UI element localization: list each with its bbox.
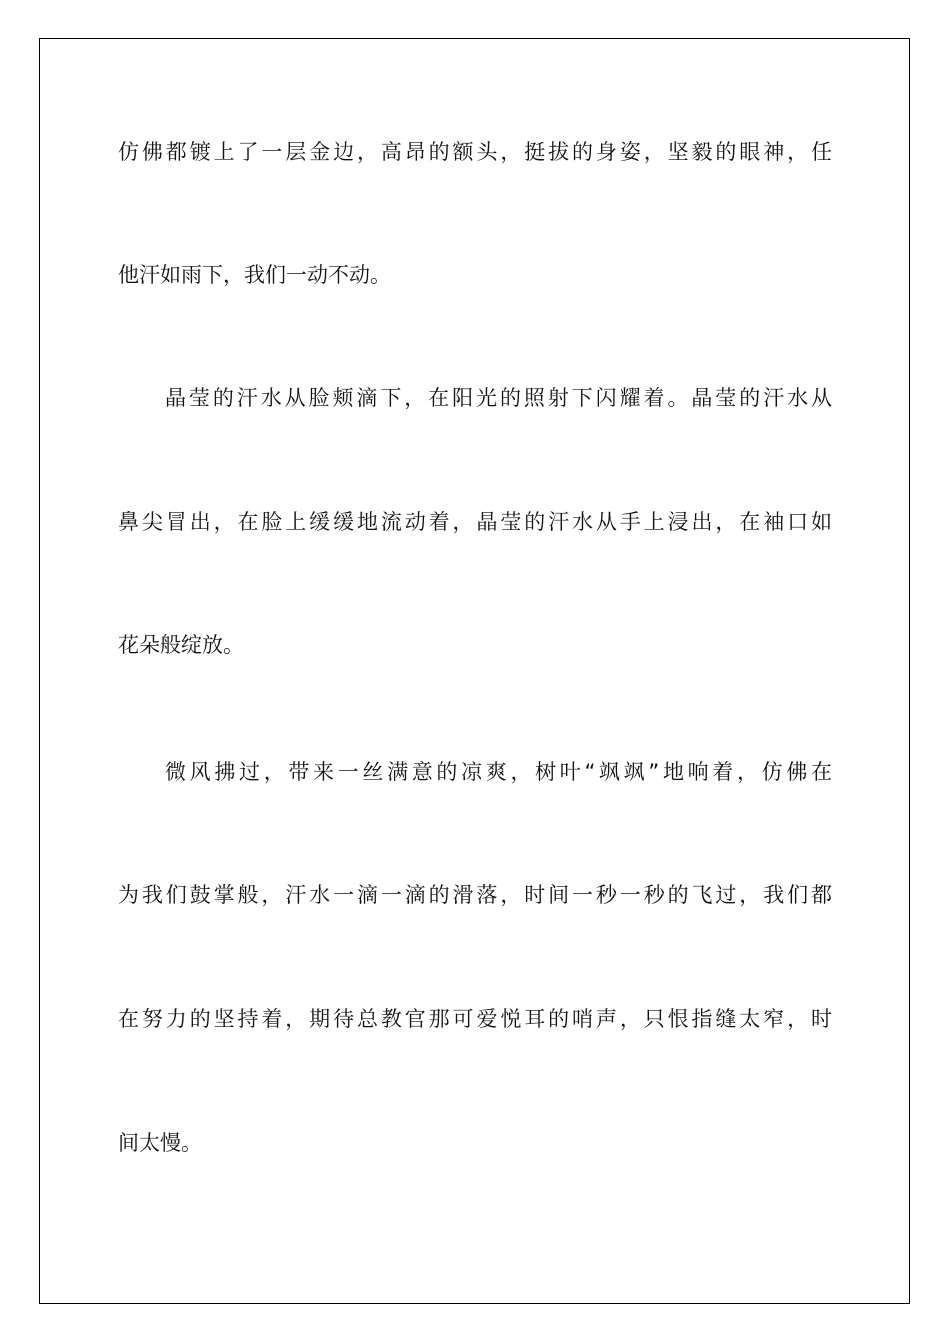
- paragraph-line: 在努力的坚持着，期待总教官那可爱悦耳的哨声，只恨指缝太窄，时: [118, 1007, 832, 1031]
- paragraph-line: 他汗如雨下，我们一动不动。: [118, 263, 391, 287]
- paragraph-line: 微风拂过，带来一丝满意的凉爽，树叶“飒飒”地响着，仿佛在: [165, 760, 832, 784]
- paragraph-line: 花朵般绽放。: [118, 633, 244, 657]
- paragraph-line: 鼻尖冒出，在脸上缓缓地流动着，晶莹的汗水从手上浸出，在袖口如: [118, 510, 832, 534]
- page-border: [39, 38, 910, 1304]
- paragraph-line: 晶莹的汗水从脸颊滴下，在阳光的照射下闪耀着。晶莹的汗水从: [165, 386, 832, 410]
- paragraph-line: 为我们鼓掌般，汗水一滴一滴的滑落，时间一秒一秒的飞过，我们都: [118, 883, 832, 907]
- paragraph-line: 间太慢。: [118, 1131, 202, 1155]
- paragraph-line: 仿佛都镀上了一层金边，高昂的额头，挺拔的身姿，坚毅的眼神，任: [118, 140, 832, 164]
